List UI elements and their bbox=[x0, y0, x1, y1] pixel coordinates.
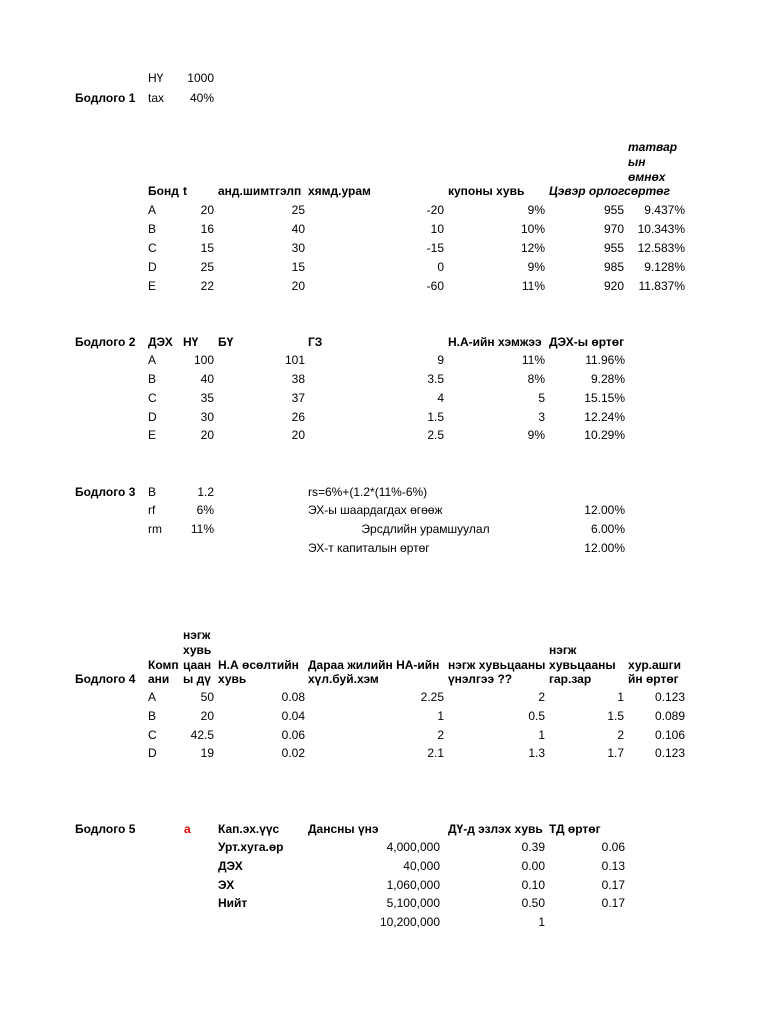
col-header-book-value: Дансны үнэ bbox=[308, 822, 379, 836]
col-header-capital-source: Кап.эх.үүс bbox=[218, 822, 280, 836]
table-cell: D bbox=[148, 746, 157, 760]
col-header-flotation: ГЗ bbox=[308, 335, 323, 349]
table-cell: 11% bbox=[521, 353, 545, 367]
col-header-company-line1: Комп bbox=[148, 658, 179, 672]
col-header-discount: хямд.урам bbox=[308, 184, 371, 198]
col-header-coupon: купоны хувь bbox=[448, 184, 525, 198]
col-header-company-line2: ани bbox=[148, 672, 170, 686]
table-cell: 42.5 bbox=[190, 728, 214, 742]
risk-premium-value: 6.00% bbox=[590, 522, 625, 536]
table-cell: 985 bbox=[603, 260, 624, 274]
table-cell: 1.3 bbox=[528, 746, 545, 760]
table-cell: 0.08 bbox=[281, 690, 305, 704]
col-header-price-line1: нэгж bbox=[183, 628, 211, 642]
tax-label: tax bbox=[148, 91, 165, 105]
table-cell: 9.437% bbox=[644, 203, 685, 217]
rm-value: 11% bbox=[190, 522, 214, 536]
table-cell: C bbox=[148, 728, 157, 742]
table-cell: 11.96% bbox=[585, 353, 625, 367]
col-header-price-line2: хувь bbox=[183, 643, 212, 657]
col-header-cost-line2: хувьцааны bbox=[549, 658, 616, 672]
table-cell: 0.17 bbox=[601, 878, 625, 892]
table-cell: 11% bbox=[521, 279, 545, 293]
col-header-weight: ДҮ-д эзлэх хувь bbox=[448, 822, 543, 836]
table-cell: 16 bbox=[200, 222, 214, 236]
table-cell: 2.1 bbox=[427, 746, 444, 760]
table-cell: 10% bbox=[520, 222, 545, 236]
table-cell: 20 bbox=[200, 203, 214, 217]
beta-value: 1.2 bbox=[197, 485, 214, 499]
col-header-return-line2: йн өртөг bbox=[628, 672, 679, 686]
table-cell: D bbox=[148, 260, 157, 274]
table-cell: 38 bbox=[291, 372, 305, 386]
table-cell: 19 bbox=[200, 746, 214, 760]
table-cell: 10.343% bbox=[637, 222, 685, 236]
table-cell: 9.128% bbox=[644, 260, 685, 274]
rf-label: rf bbox=[148, 503, 156, 517]
problem-3-label: Бодлого 3 bbox=[75, 485, 136, 499]
col-header-value-line2: үнэлгээ ?? bbox=[448, 672, 513, 686]
table-cell: 100 bbox=[193, 353, 214, 367]
col-header-net-proceeds: Цэвэр орлогсөртөг bbox=[549, 184, 670, 198]
table-cell: 30 bbox=[291, 241, 305, 255]
table-cell: 30 bbox=[200, 410, 214, 424]
table-cell: C bbox=[148, 391, 157, 405]
col-header-pref-cost: ДЭХ-ы өртөг bbox=[549, 335, 625, 349]
problem-2-label: Бодлого 2 bbox=[75, 335, 136, 349]
problem-5-label: Бодлого 5 bbox=[75, 822, 136, 836]
table-cell: 5,100,000 bbox=[386, 896, 440, 910]
table-cell: Нийт bbox=[218, 896, 248, 910]
table-cell: 0.06 bbox=[281, 728, 305, 742]
table-cell: 25 bbox=[200, 260, 214, 274]
header-note-2: ын bbox=[628, 155, 646, 169]
table-cell: A bbox=[148, 203, 157, 217]
formula-text: rs=6%+(1.2*(11%-6%) bbox=[308, 485, 428, 499]
table-cell: 0.04 bbox=[281, 709, 305, 723]
table-cell: -15 bbox=[426, 241, 444, 255]
table-cell: 26 bbox=[291, 410, 305, 424]
table-cell: 10.29% bbox=[584, 428, 625, 442]
table-cell: 0.10 bbox=[521, 878, 545, 892]
rf-value: 6% bbox=[196, 503, 214, 517]
table-cell: 9.28% bbox=[590, 372, 625, 386]
table-cell: 0.00 bbox=[521, 859, 545, 873]
table-cell: 12% bbox=[520, 241, 545, 255]
rm-label: rm bbox=[148, 522, 162, 536]
col-header-cost-line3: гар.зар bbox=[549, 672, 592, 686]
table-cell: A bbox=[148, 690, 157, 704]
table-cell: ДЭХ bbox=[218, 859, 243, 873]
col-header-cost-line1: нэгж bbox=[549, 643, 577, 657]
table-cell: 1 bbox=[617, 690, 624, 704]
table-cell: 40 bbox=[291, 222, 305, 236]
col-header-price: БҮ bbox=[218, 335, 234, 349]
table-cell: A bbox=[148, 353, 157, 367]
equity-cost-value: 12.00% bbox=[584, 541, 625, 555]
table-cell: 0.39 bbox=[521, 840, 545, 854]
table-cell: 20 bbox=[200, 428, 214, 442]
col-header-growth-line1: Н.А өсөлтийн bbox=[218, 658, 299, 672]
table-cell: 0 bbox=[437, 260, 444, 274]
table-cell: 8% bbox=[527, 372, 545, 386]
col-header-par: НҮ bbox=[183, 335, 199, 349]
required-return-value: 12.00% bbox=[584, 503, 625, 517]
table-cell: 20 bbox=[200, 709, 214, 723]
required-return-label: ЭХ-ы шаардагдах өгөөж bbox=[308, 503, 443, 517]
table-cell: 20 bbox=[291, 279, 305, 293]
col-header-next-line1: Дараа жилийн НА-ийн bbox=[308, 658, 440, 672]
table-cell: 0.5 bbox=[528, 709, 545, 723]
table-cell: C bbox=[148, 241, 157, 255]
col-header-price-line4: ы дү bbox=[183, 672, 211, 686]
table-cell: 0.123 bbox=[654, 746, 685, 760]
table-cell: 35 bbox=[200, 391, 214, 405]
table-cell: 1 bbox=[437, 709, 444, 723]
table-cell: 10 bbox=[430, 222, 444, 236]
col-header-cost: ТД өртөг bbox=[549, 822, 601, 836]
col-header-pref-stock: ДЭХ bbox=[148, 335, 173, 349]
table-cell: 20 bbox=[291, 428, 305, 442]
table-cell: 5 bbox=[538, 391, 545, 405]
col-header-return-line1: хур.ашги bbox=[628, 658, 682, 672]
hy-value: 1000 bbox=[187, 71, 214, 85]
table-cell: B bbox=[148, 709, 157, 723]
part-a-marker: a bbox=[184, 822, 191, 836]
risk-premium-label: Эрсдлийн урамшуулал bbox=[361, 522, 490, 536]
table-cell: 9% bbox=[527, 428, 545, 442]
total-weight: 1 bbox=[538, 915, 545, 929]
table-cell: 0.17 bbox=[601, 896, 625, 910]
table-cell: 1,060,000 bbox=[386, 878, 440, 892]
table-cell: 15.15% bbox=[584, 391, 625, 405]
table-cell: 2 bbox=[437, 728, 444, 742]
table-cell: 1.5 bbox=[427, 410, 444, 424]
table-cell: 12.583% bbox=[637, 241, 685, 255]
table-cell: ЭХ bbox=[218, 878, 235, 892]
table-cell: 101 bbox=[284, 353, 305, 367]
header-note-1: татвар bbox=[628, 140, 678, 154]
table-cell: 15 bbox=[291, 260, 305, 274]
table-cell: 4,000,000 bbox=[386, 840, 440, 854]
col-header-dividend: Н.А-ийн хэмжээ bbox=[448, 335, 542, 349]
table-cell: 970 bbox=[603, 222, 624, 236]
table-cell: B bbox=[148, 372, 157, 386]
table-cell: Урт.хуга.өр bbox=[218, 840, 284, 854]
table-cell: 2 bbox=[538, 690, 545, 704]
col-header-value-line1: нэгж хувьцааны bbox=[448, 658, 546, 672]
table-cell: 955 bbox=[603, 203, 624, 217]
table-cell: 2.5 bbox=[427, 428, 444, 442]
table-cell: 955 bbox=[603, 241, 624, 255]
table-cell: 2.25 bbox=[420, 690, 444, 704]
table-cell: 0.06 bbox=[601, 840, 625, 854]
table-cell: 15 bbox=[200, 241, 214, 255]
table-cell: 9% bbox=[527, 203, 545, 217]
table-cell: 3.5 bbox=[427, 372, 444, 386]
table-cell: 1.7 bbox=[607, 746, 624, 760]
table-cell: 0.123 bbox=[654, 690, 685, 704]
table-cell: -20 bbox=[426, 203, 444, 217]
hy-label: НҮ bbox=[148, 71, 164, 85]
table-cell: 12.24% bbox=[584, 410, 625, 424]
col-header-fee: анд.шимтгэлп bbox=[218, 184, 302, 198]
table-cell: 0.089 bbox=[654, 709, 685, 723]
table-cell: 50 bbox=[200, 690, 214, 704]
table-cell: 0.13 bbox=[601, 859, 625, 873]
table-cell: 37 bbox=[291, 391, 305, 405]
table-cell: D bbox=[148, 410, 157, 424]
table-cell: 22 bbox=[200, 279, 214, 293]
table-cell: 2 bbox=[617, 728, 624, 742]
table-cell: 25 bbox=[291, 203, 305, 217]
table-cell: 40,000 bbox=[403, 859, 440, 873]
header-note-3: өмнөх bbox=[628, 170, 666, 184]
col-header-growth-line2: хувь bbox=[218, 672, 247, 686]
beta-label: B bbox=[148, 485, 157, 499]
table-cell: 40 bbox=[200, 372, 214, 386]
table-cell: 4 bbox=[437, 391, 444, 405]
col-header-t: t bbox=[183, 184, 187, 198]
problem-1-label: Бодлого 1 bbox=[75, 91, 136, 105]
tax-value: 40% bbox=[189, 91, 214, 105]
table-cell: E bbox=[148, 279, 157, 293]
total-book-value: 10,200,000 bbox=[379, 915, 440, 929]
col-header-price-line3: цаан bbox=[183, 658, 212, 672]
equity-cost-label: ЭХ-т капиталын өртөг bbox=[308, 541, 430, 555]
table-cell: 1.5 bbox=[607, 709, 624, 723]
problem-4-label: Бодлого 4 bbox=[75, 672, 136, 686]
table-cell: 920 bbox=[603, 279, 624, 293]
col-header-bond: Бонд bbox=[148, 184, 179, 198]
table-cell: 0.02 bbox=[281, 746, 305, 760]
table-cell: 9% bbox=[527, 260, 545, 274]
table-cell: E bbox=[148, 428, 157, 442]
table-cell: B bbox=[148, 222, 157, 236]
table-cell: 0.106 bbox=[654, 728, 685, 742]
table-cell: 1 bbox=[538, 728, 545, 742]
table-cell: 3 bbox=[538, 410, 545, 424]
table-cell: -60 bbox=[426, 279, 444, 293]
table-cell: 9 bbox=[437, 353, 444, 367]
col-header-next-line2: хүл.буй.хэм bbox=[308, 672, 379, 686]
table-cell: 0.50 bbox=[521, 896, 545, 910]
table-cell: 11.837% bbox=[638, 279, 685, 293]
